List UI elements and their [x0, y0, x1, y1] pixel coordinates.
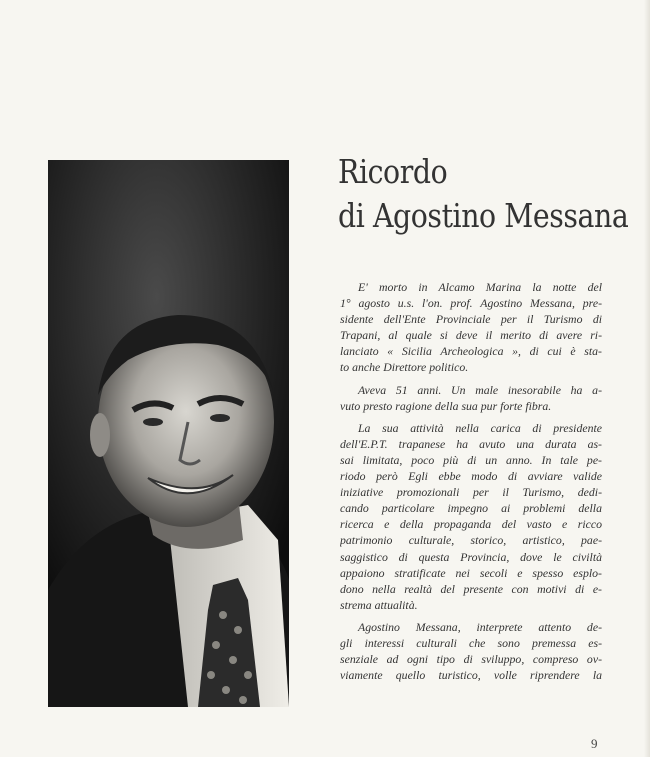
page-edge: [644, 0, 650, 757]
text-line: to anche Direttore politico.: [340, 360, 469, 375]
text-line: ricerca e della propaganda del vasto e ricco: [340, 517, 602, 532]
portrait-illustration: [48, 160, 289, 707]
text-line: 1° agosto u.s. l'on. prof. Agostino Messana, pre-: [340, 296, 602, 311]
text-line: Aveva 51 anni. Un male inesorabile ha a-: [358, 382, 602, 397]
text-line: dell'E.P.T. trapanese ha avuto una durata as-: [340, 436, 602, 451]
text-line: saggistico di questa Provincia, dove le civiltà: [340, 549, 602, 564]
article-body: [340, 279, 602, 683]
text-line: viamente quello turistico, volle riprendere la: [340, 668, 602, 683]
text-line: E' morto in Alcamo Marina la notte del: [358, 280, 602, 294]
text-line: patrimonio culturale, storico, artistico, pae-: [340, 533, 602, 548]
title-line-1: Ricordo: [338, 152, 448, 191]
text-line: strema attualità.: [340, 597, 418, 612]
text-line: senziale ad ogni tipo di sviluppo, compreso ov-: [340, 652, 602, 667]
page-number: 9: [591, 736, 598, 751]
text-line: riodo però Egli ebbe modo di avviare valide: [340, 469, 602, 484]
text-line: Trapani, al quale si deve il merito di avere ri-: [340, 328, 602, 343]
text-line: vuto presto ragione della sua pur forte fibra.: [340, 398, 552, 413]
text-line: sidente dell'Ente Provinciale per il Turismo di: [340, 312, 602, 327]
text-line: gli interessi culturali che sono premessa es-: [340, 635, 602, 650]
title-line-2: di Agostino Messana: [338, 196, 629, 235]
text-line: sai limitata, poco più di un anno. In tale pe-: [340, 452, 602, 467]
text-line: appaiono stratificate nei secoli e spesso esplo-: [340, 565, 602, 580]
text-line: La sua attività nella carica di presidente: [358, 420, 602, 435]
text-line: cando particolare impegno ai problemi della: [340, 501, 602, 516]
portrait-photo: [48, 160, 289, 707]
text-line: dono nella realtà del presente con motivi di e-: [340, 581, 602, 596]
text-line: Agostino Messana, interprete attento de-: [358, 619, 602, 634]
text-line: lanciato « Sicilia Archeologica », di cui è sta-: [340, 344, 602, 359]
article-title: [338, 150, 629, 238]
text-line: iniziative promozionali per il Turismo, dedi-: [340, 485, 602, 500]
